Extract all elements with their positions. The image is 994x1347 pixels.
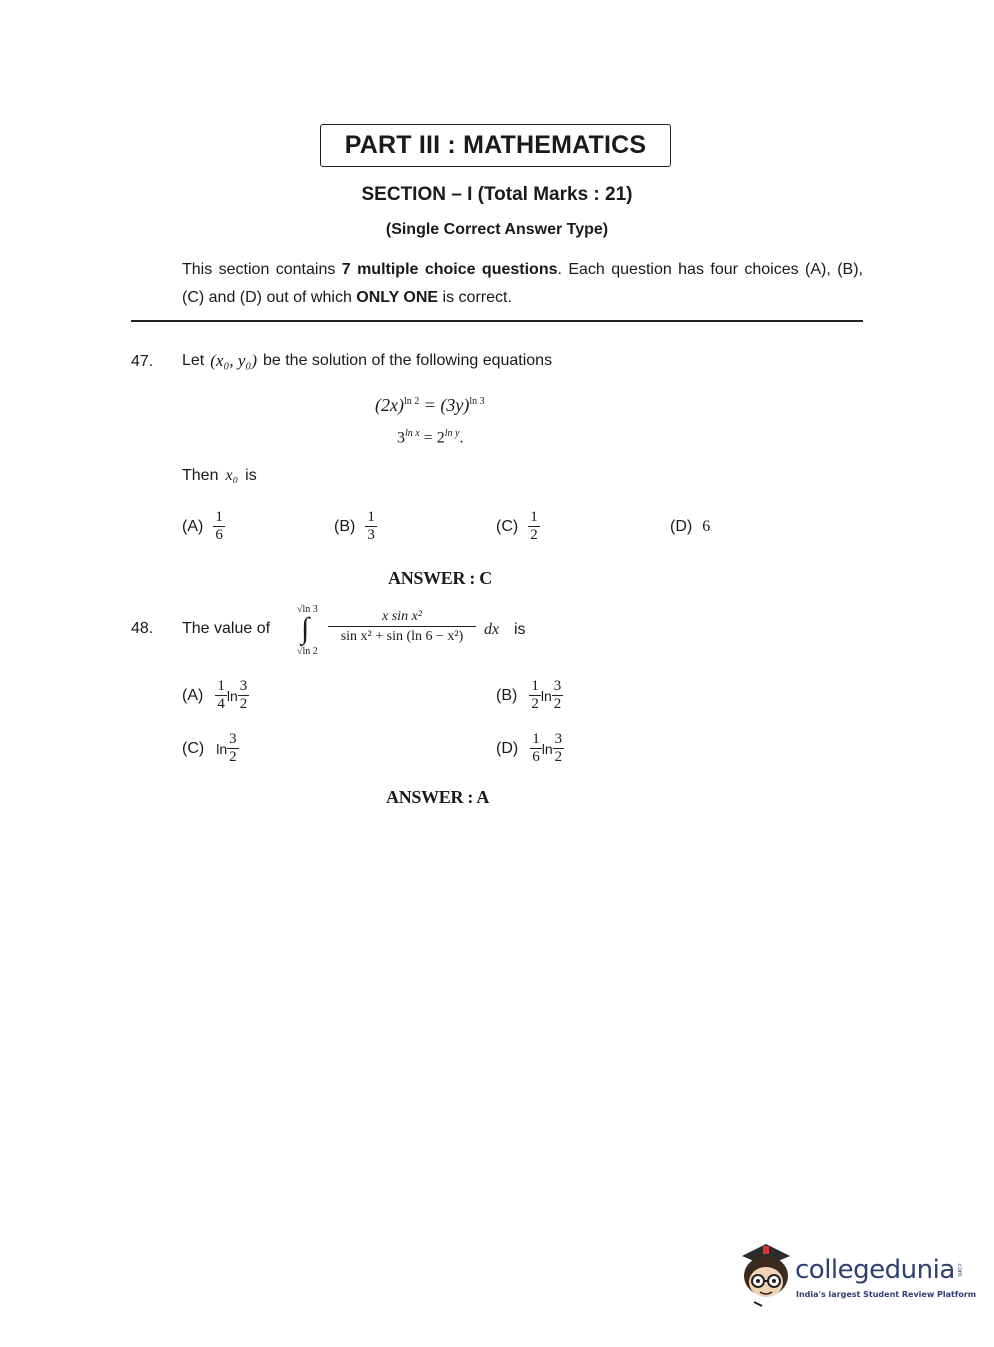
option-expression — [216, 731, 238, 766]
q47-option-a[interactable] — [182, 509, 225, 544]
collegedunia-mascot-icon — [736, 1240, 796, 1310]
q47-option-d[interactable] — [670, 518, 710, 536]
q48-is: is — [514, 621, 526, 638]
option-label: (D) — [670, 518, 693, 535]
eq1-right-exp: ln 3 — [469, 396, 485, 407]
frac-num: 1 — [530, 509, 538, 525]
eq1-mid: = (3y) — [419, 395, 470, 415]
eq1-left: (2x) — [375, 395, 404, 415]
intro-text-2: . Each question has four choices (A), (B), (C) and (D) out of which — [182, 261, 863, 306]
eq2-base1: 3 — [397, 429, 405, 447]
arg-fraction — [227, 731, 239, 766]
integrand-fraction — [328, 608, 476, 647]
frac-num: 1 — [531, 678, 539, 694]
section-intro — [182, 256, 863, 312]
brand-tagline: India's largest Student Review Platform — [796, 1290, 977, 1299]
frac-den: 2 — [239, 696, 248, 712]
frac-den: 3 — [367, 527, 375, 543]
option-expression — [530, 731, 564, 766]
option-expression — [529, 678, 563, 713]
eq2-end: . — [459, 429, 464, 447]
intro-text-1: This section contains — [182, 261, 342, 278]
then-variable: x₀ — [225, 467, 239, 484]
q47-variable: (x₀, y₀) — [210, 351, 257, 370]
frac-den: 6 — [532, 749, 540, 765]
question-47-stem — [182, 351, 552, 371]
option-fraction — [528, 509, 540, 544]
q47-equation-1 — [375, 395, 485, 416]
divider — [131, 320, 863, 322]
q47-answer: ANSWER : C — [388, 568, 493, 588]
q47-equation-2 — [397, 428, 463, 447]
frac-den: 2 — [530, 527, 538, 543]
frac-den: 2 — [229, 749, 237, 765]
frac-den: 2 — [531, 696, 539, 712]
frac-den: 2 — [553, 696, 562, 712]
frac-num: 1 — [217, 678, 225, 694]
coef-fraction — [529, 678, 541, 713]
q47-then-line — [182, 467, 257, 485]
option-fraction — [365, 509, 377, 544]
option-label: (A) — [182, 686, 204, 704]
q48-text: The value of — [182, 620, 271, 637]
integrand-denominator: sin x² + sin (ln 6 − x²) — [340, 629, 464, 644]
option-value: 6 — [702, 518, 711, 535]
frac-den: 2 — [554, 749, 563, 765]
frac-num: 1 — [367, 509, 375, 525]
part-title-text: PART III : MATHEMATICS — [344, 131, 647, 159]
q47-text-before: Let — [182, 352, 205, 369]
q48-option-b[interactable] — [496, 678, 563, 713]
ln-text: ln — [216, 740, 228, 757]
section-title: SECTION – I (Total Marks : 21) — [361, 184, 633, 205]
option-label: (B) — [334, 517, 356, 535]
then-is: is — [245, 467, 257, 484]
ln-text: ln — [541, 740, 553, 757]
integrand-numerator: x sin x² — [382, 609, 422, 624]
intro-bold-2: ONLY ONE — [356, 289, 439, 306]
answer-type: (Single Correct Answer Type) — [385, 221, 609, 238]
option-fraction — [213, 509, 225, 544]
arg-fraction — [552, 678, 564, 713]
arg-fraction — [238, 678, 250, 713]
frac-num: 3 — [554, 731, 563, 747]
brand-suffix: .com — [955, 1262, 963, 1277]
frac-num: 3 — [229, 731, 237, 747]
frac-num: 3 — [239, 678, 248, 694]
frac-den: 6 — [215, 527, 223, 543]
option-label: (B) — [496, 686, 518, 704]
eq2-exp1: ln x — [405, 428, 420, 439]
q48-option-d[interactable] — [496, 731, 564, 766]
q48-answer: ANSWER : A — [386, 787, 490, 807]
integral-upper-limit: √ln 3 — [297, 604, 318, 615]
option-label: (A) — [182, 517, 204, 535]
eq2-exp2: ln y — [444, 428, 460, 439]
intro-bold-1: 7 multiple choice questions — [341, 261, 558, 278]
collegedunia-logo — [795, 1255, 963, 1285]
option-label: (C) — [496, 517, 519, 535]
arg-fraction — [553, 731, 565, 766]
q47-option-b[interactable] — [334, 509, 377, 544]
part-title — [320, 124, 671, 167]
q47-option-c[interactable] — [496, 509, 540, 544]
eq2-mid: = 2 — [419, 429, 445, 447]
q47-text-after: be the solution of the following equations — [262, 352, 553, 369]
brand-name: collegedunia — [795, 1255, 955, 1285]
intro-text-3: is correct. — [438, 289, 512, 306]
frac-num: 1 — [215, 509, 223, 525]
q48-dx: dx — [484, 621, 500, 638]
integral-lower-limit: √ln 2 — [297, 646, 318, 657]
coef-fraction — [215, 678, 227, 713]
q48-option-a[interactable] — [182, 678, 249, 713]
ln-text: ln — [226, 687, 238, 704]
eq1-left-exp: ln 2 — [403, 396, 420, 407]
ln-text: ln — [540, 687, 552, 704]
option-label: (D) — [496, 739, 519, 757]
question-48-number: 48. — [131, 620, 154, 637]
frac-den: 4 — [217, 696, 225, 712]
then-text: Then — [182, 467, 219, 484]
q48-option-c[interactable] — [182, 731, 239, 766]
option-label: (C) — [182, 739, 205, 757]
frac-num: 1 — [532, 731, 540, 747]
option-expression — [215, 678, 249, 713]
frac-num: 3 — [553, 678, 562, 694]
question-47-number: 47. — [131, 353, 154, 370]
coef-fraction — [530, 731, 542, 766]
integral-sign-icon: ∫ — [301, 612, 310, 645]
